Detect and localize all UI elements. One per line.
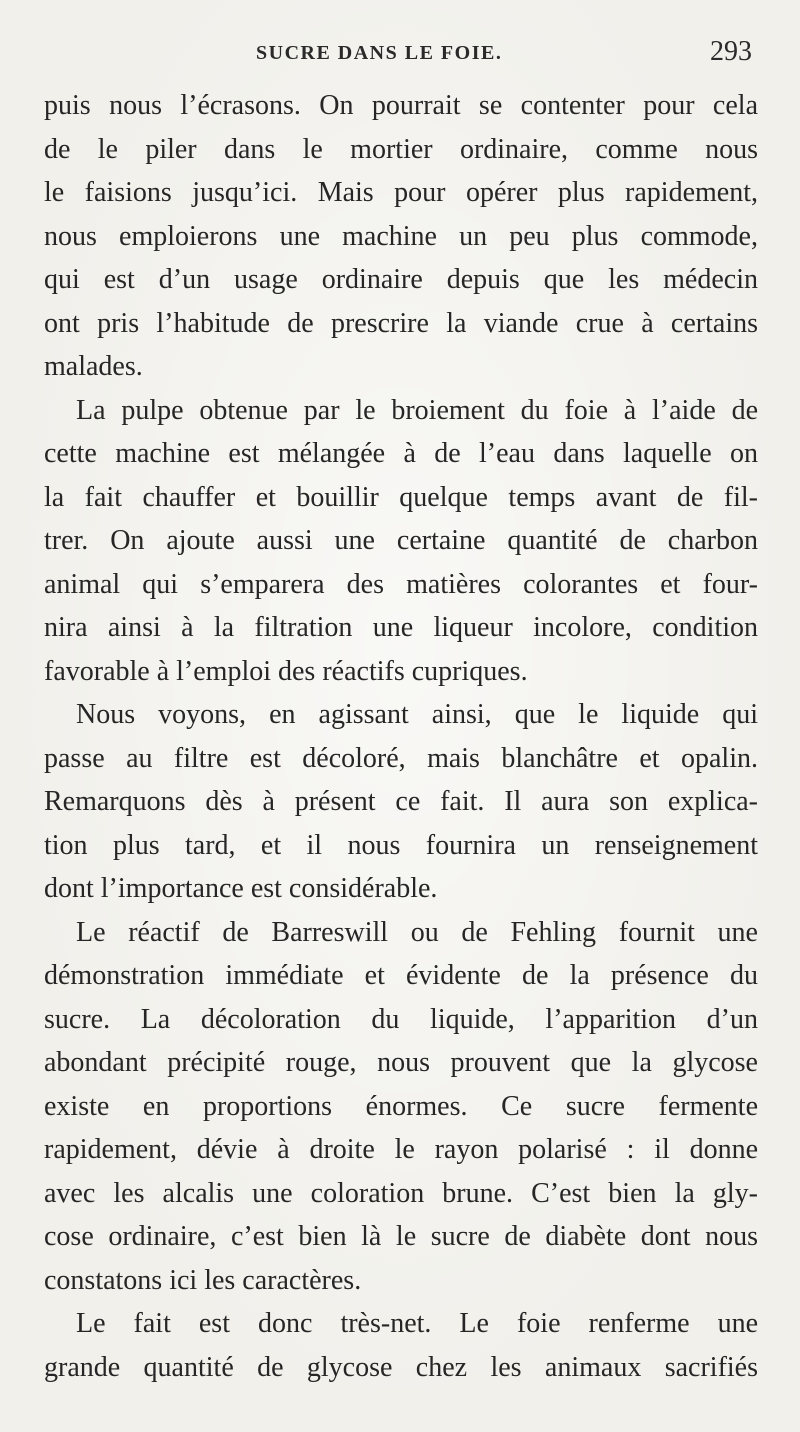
text-line: malades. [44, 351, 143, 382]
text-line: passe au filtre est décoloré, mais blanchâtre et opalin. [44, 742, 758, 774]
text-line: rapidement, dévie à droite le rayon polarisé : il donne [44, 1134, 758, 1165]
text-line: Nous voyons, en agissant ainsi, que le liquide qui [76, 699, 758, 730]
text-line: avec les alcalis une coloration brune. C’est bien la gly- [44, 1177, 758, 1209]
running-head: SUCRE DANS LE FOIE. [256, 42, 503, 64]
body-text [44, 84, 758, 1389]
text-line: tion plus tard, et il nous fournira un renseignement [44, 829, 758, 861]
text-line: cette machine est mélangée à de l’eau dans laquelle on [44, 438, 758, 469]
text-line: Remarquons dès à présent ce fait. Il aura son explica- [44, 786, 758, 817]
text-line: existe en proportions énormes. Ce sucre fermente [44, 1090, 758, 1122]
text-line: favorable à l’emploi des réactifs cupriques. [44, 655, 528, 687]
text-line: ont pris l’habitude de prescrire la viande crue à certains [44, 307, 758, 339]
text-line: dont l’importance est considérable. [44, 873, 438, 904]
paragraph [44, 84, 758, 389]
text-line: démonstration immédiate et évidente de la présence du [44, 960, 758, 991]
text-line: de le piler dans le mortier ordinaire, comme nous [44, 133, 758, 165]
text-line: nous emploierons une machine un peu plus commode, [44, 220, 758, 252]
paragraph [44, 693, 758, 911]
text-line: La pulpe obtenue par le broiement du foie à l’aide de [76, 394, 758, 426]
text-line: trer. On ajoute aussi une certaine quantité de charbon [44, 525, 758, 556]
text-line: grande quantité de glycose chez les animaux sacrifiés [44, 1351, 758, 1383]
paragraph [44, 389, 758, 694]
text-line: Le fait est donc très-net. Le foie renferme une [76, 1308, 758, 1339]
page-header [40, 36, 752, 76]
text-line: le faisions jusqu’ici. Mais pour opérer plus rapidement, [44, 177, 758, 208]
page-number: 293 [710, 36, 752, 67]
paragraph [44, 1302, 758, 1389]
text-line: abondant précipité rouge, nous prouvent que la glycose [44, 1047, 758, 1078]
text-line: la fait chauffer et bouillir quelque temps avant de fil- [44, 481, 758, 513]
text-line: constatons ici les caractères. [44, 1264, 362, 1296]
text-line: nira ainsi à la filtration une liqueur incolore, condition [44, 612, 758, 643]
text-line: puis nous l’écrasons. On pourrait se contenter pour cela [44, 90, 758, 121]
text-line: cose ordinaire, c’est bien là le sucre de diabète dont nous [44, 1221, 758, 1252]
text-line: sucre. La décoloration du liquide, l’apparition d’un [44, 1003, 758, 1035]
paragraph [44, 911, 758, 1303]
text-line: Le réactif de Barreswill ou de Fehling fournit une [76, 916, 758, 948]
text-line: animal qui s’emparera des matières colorantes et four- [44, 568, 758, 600]
text-line: qui est d’un usage ordinaire depuis que les médecin [44, 264, 758, 295]
